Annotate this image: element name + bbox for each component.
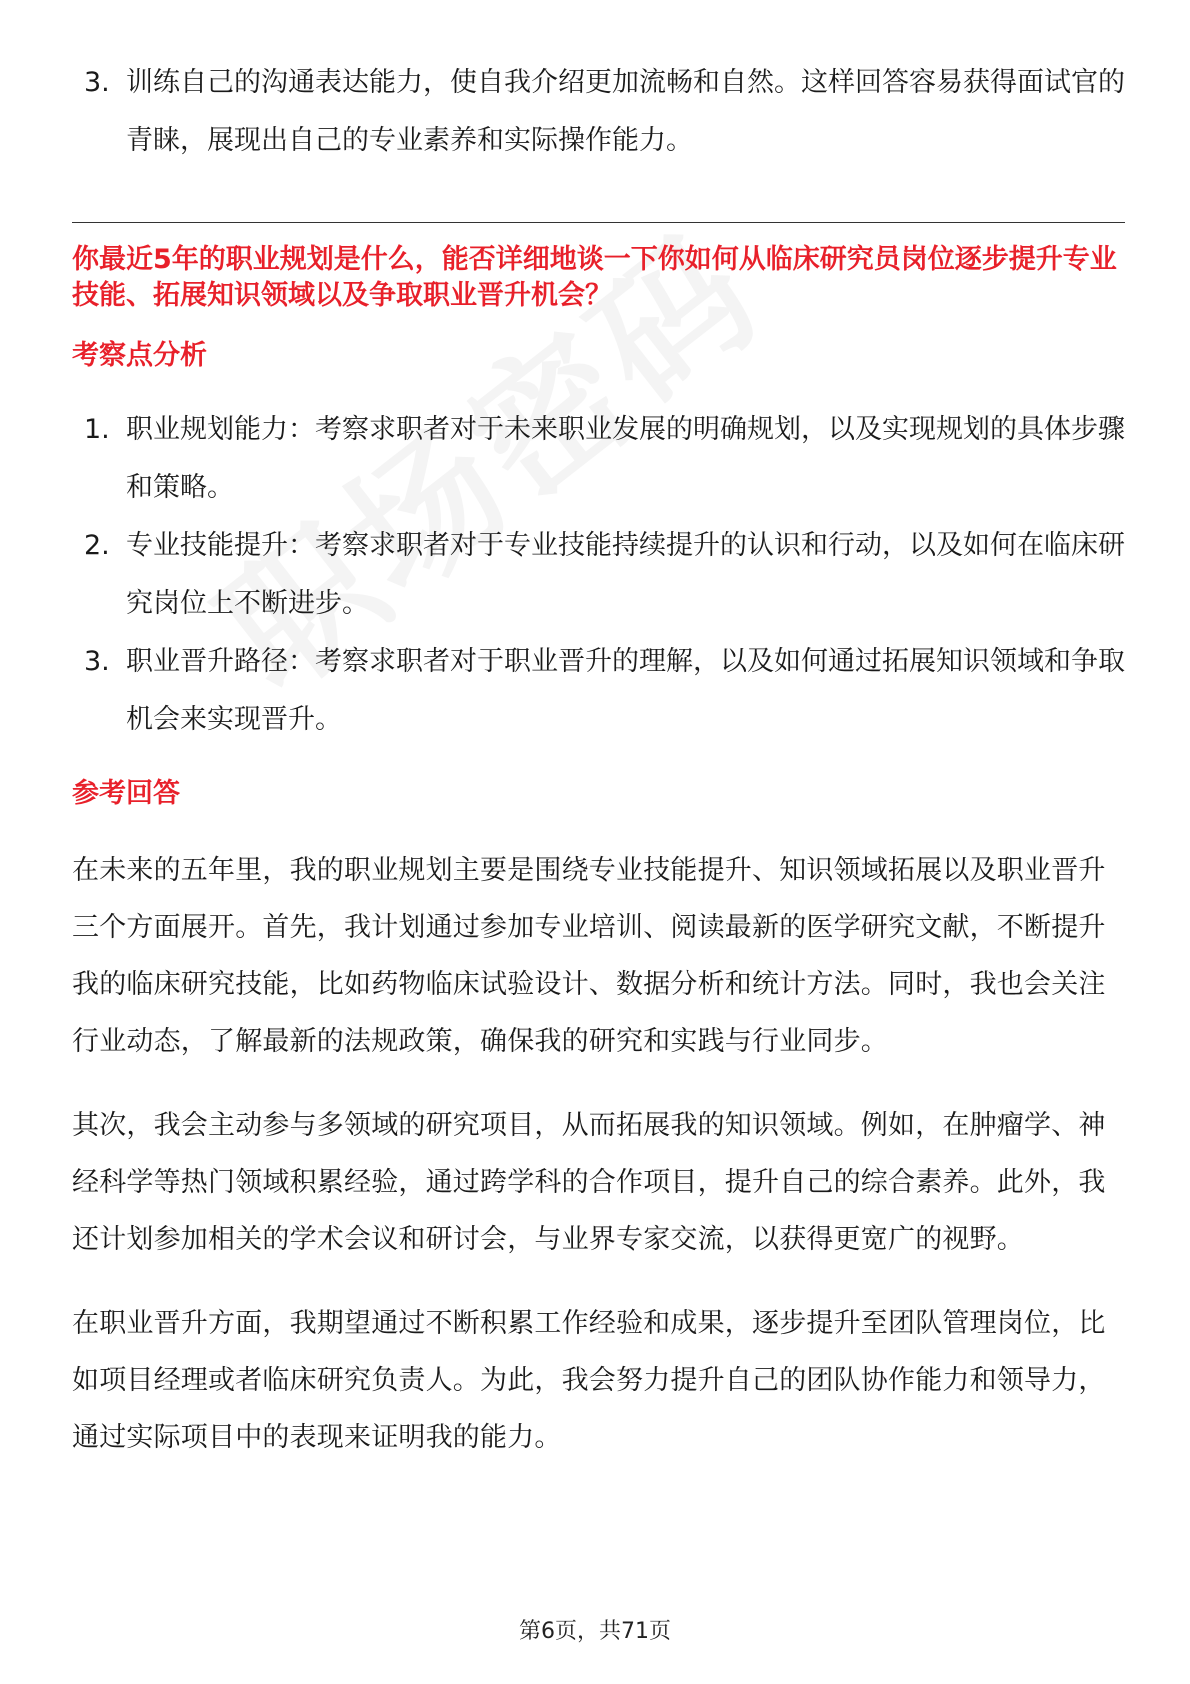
list-item-text: 训练自己的沟通表达能力，使自我介绍更加流畅和自然。这样回答容易获得面试官的青睐，展现出自己的专业素养和实际操作能力。 — [126, 67, 1125, 156]
section-divider — [72, 222, 1125, 223]
document-page — [72, 0, 1125, 1684]
list-number: 2. — [84, 530, 110, 561]
list-item-text: 专业技能提升：考察求职者对于专业技能持续提升的认识和行动，以及如何在临床研究岗位上不断进步。 — [126, 530, 1125, 619]
answer-paragraph: 在未来的五年里，我的职业规划主要是围绕专业技能提升、知识领域拓展以及职业晋升三个方面展开。首先，我计划通过参加专业培训、阅读最新的医学研究文献，不断提升我的临床研究技能，比如药物临床试验设计、数据分析和统计方法。同时，我也会关注行业动态，了解最新的法规政策，确保我的研究和实践与行业同步。 — [72, 855, 1106, 1057]
list-item-text: 职业晋升路径：考察求职者对于职业晋升的理解，以及如何通过拓展知识领域和争取机会来实现晋升。 — [126, 646, 1125, 735]
list-number: 1. — [84, 414, 110, 445]
previous-answer-list — [72, 54, 1125, 170]
list-item — [72, 401, 1125, 517]
answer-paragraph: 其次，我会主动参与多领域的研究项目，从而拓展我的知识领域。例如，在肿瘤学、神经科学等热门领域积累经验，通过跨学科的合作项目，提升自己的综合素养。此外，我还计划参加相关的学术会议和研讨会，与业界专家交流，以获得更宽广的视野。 — [72, 1110, 1106, 1255]
answer-paragraph: 在职业晋升方面，我期望通过不断积累工作经验和成果，逐步提升至团队管理岗位，比如项目经理或者临床研究负责人。为此，我会努力提升自己的团队协作能力和领导力，通过实际项目中的表现来证明我的能力。 — [72, 1308, 1106, 1453]
answer-heading: 参考回答 — [72, 778, 180, 809]
page-number-footer: 第6页，共71页 — [519, 1619, 671, 1644]
interview-question: 你最近5年的职业规划是什么，能否详细地谈一下你如何从临床研究员岗位逐步提升专业技能、拓展知识领域以及争取职业晋升机会？ — [72, 244, 1117, 311]
list-item — [72, 517, 1125, 633]
analysis-list — [72, 401, 1125, 749]
list-number: 3. — [84, 67, 110, 98]
list-number: 3. — [84, 646, 110, 677]
analysis-heading: 考察点分析 — [72, 340, 207, 371]
list-item — [72, 633, 1125, 749]
list-item — [72, 54, 1125, 170]
reference-answer — [72, 842, 1125, 1493]
list-item-text: 职业规划能力：考察求职者对于未来职业发展的明确规划，以及实现规划的具体步骤和策略。 — [126, 414, 1125, 503]
